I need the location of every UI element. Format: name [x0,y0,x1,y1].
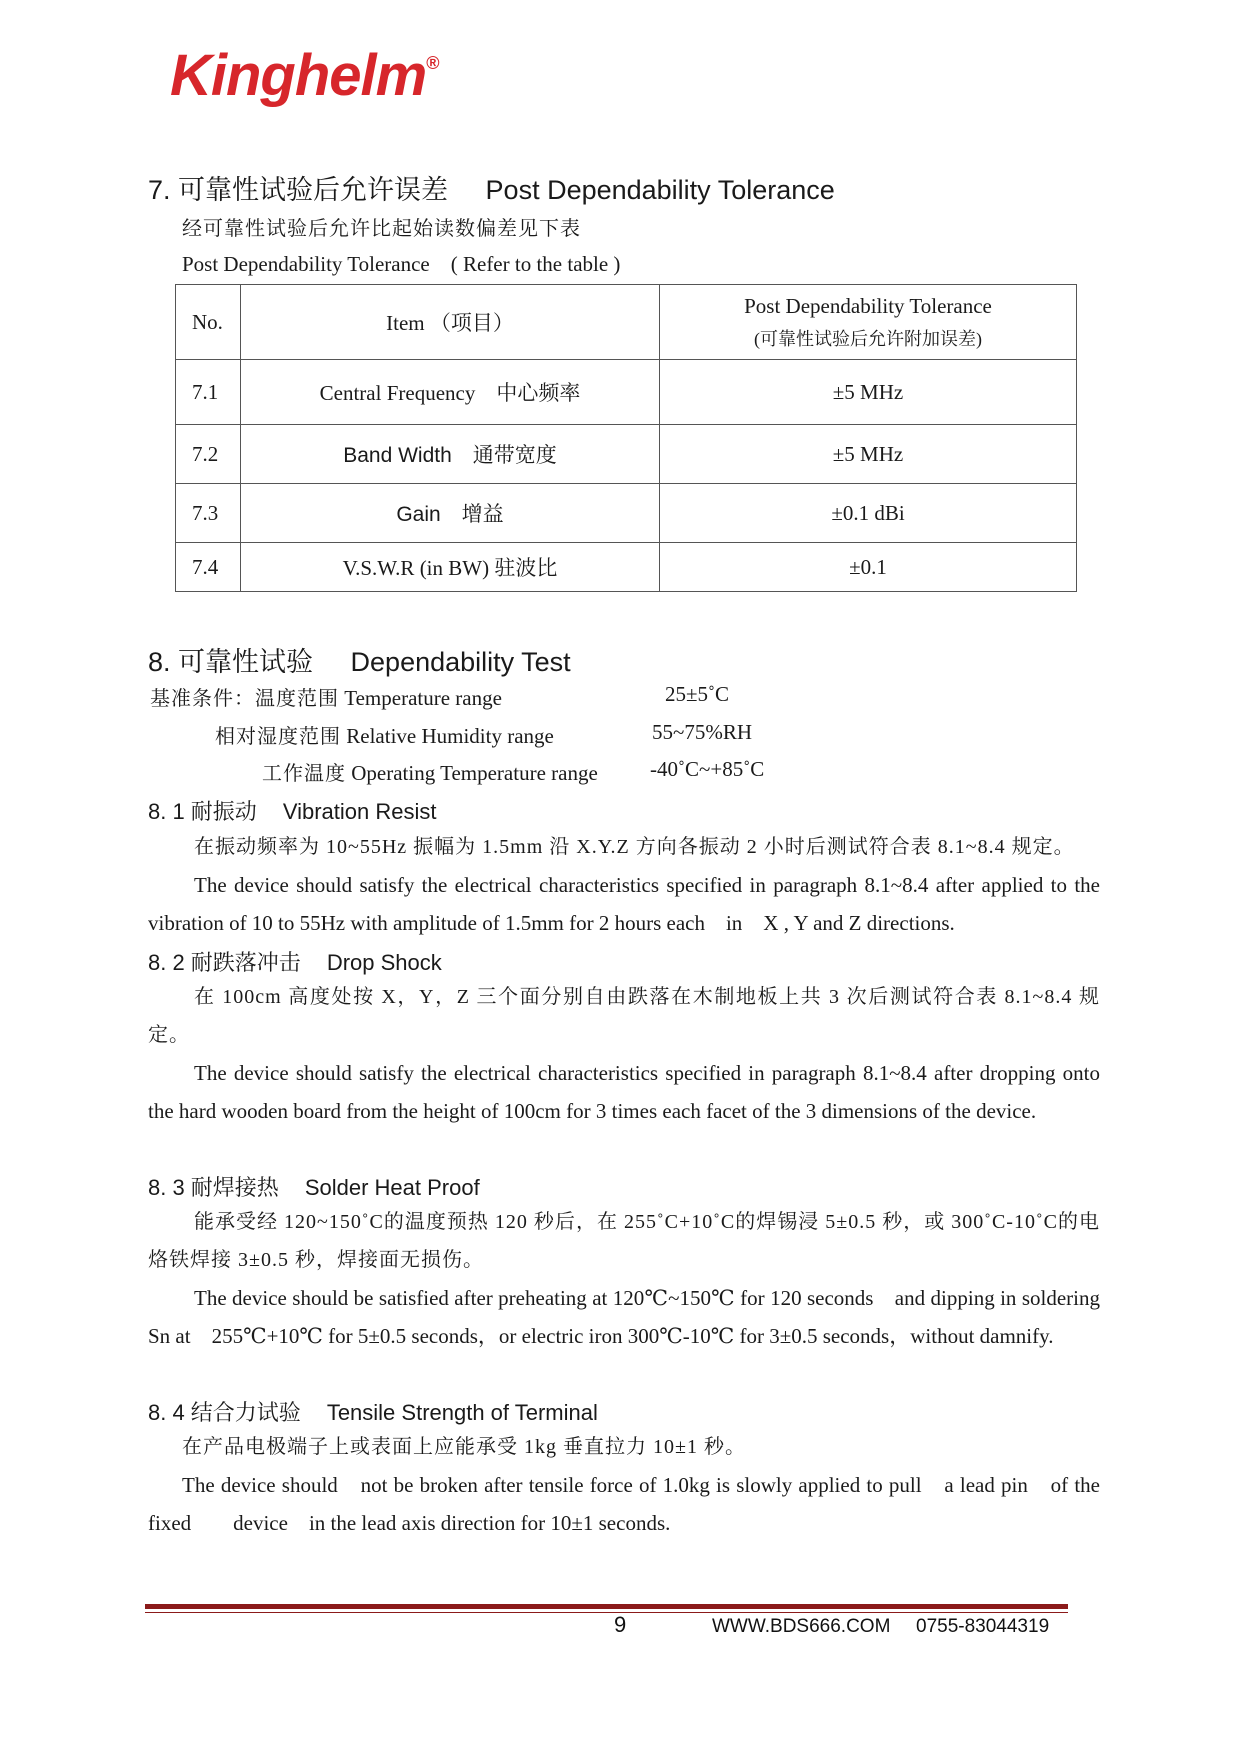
row-tolerance: ±5 MHz [660,360,1077,425]
table-header-row [176,285,1077,360]
footer-rule-thick [145,1604,1068,1609]
section-8-2-title: 8. 2 耐跌落冲击 Drop Shock [148,950,442,975]
row-tolerance: ±0.1 [660,543,1077,592]
section-8-2-body [148,978,1100,1130]
row-no: 7.2 [176,425,241,484]
registered-mark: ® [426,52,439,73]
condition-humidity: 相对湿度范围 Relative Humidity range [215,724,554,748]
section-8-3-body [148,1203,1100,1355]
section-8-2-zh: 在 100cm 高度处按 X，Y，Z 三个面分别自由跌落在木制地板上共 3 次后测试符合表 8.1~8.4 规定。 [148,986,1100,1046]
header-item: Item （项目） [241,285,660,360]
section-7-intro-zh: 经可靠性试验后允许比起始读数偏差见下表 [182,218,581,240]
section-8-1-body [148,828,1100,942]
section-8-4-title: 8. 4 结合力试验 Tensile Strength of Terminal [148,1400,598,1425]
header-no: No. [176,285,241,360]
section-7-title-en: Post Dependability Tolerance [485,175,835,205]
row-no: 7.3 [176,484,241,543]
section-8-1-en: The device should satisfy the electrical characteristics specified in paragraph 8.1~8.4 after applied to the vibration of 10 to 55Hz with amplitude of 1.5mm for 2 hours each in X , Y and Z directions. [148,873,1100,935]
section-8-3-title: 8. 3 耐焊接热 Solder Heat Proof [148,1175,480,1200]
section-8-4-body [148,1428,1100,1542]
tolerance-table [175,284,1077,592]
section-7-title [148,168,835,207]
condition-temperature-value: 25±5˚C [665,682,730,706]
section-8-3-zh: 能承受经 120~150˚C的温度预热 120 秒后，在 255˚C+10˚C的焊锡浸 5±0.5 秒，或 300˚C-10˚C的电烙铁焊接 3±0.5 秒，焊接面无损伤。 [148,1211,1100,1271]
section-8-3-en: The device should be satisfied after preheating at 120℃~150℃ for 120 seconds and dipping in soldering Sn at 255℃+10℃ for 5±0.5 seconds，or electric iron 300℃-10℃ for 3±0.5 seconds，without damnify. [148,1286,1100,1348]
header-tolerance [660,285,1077,360]
row-tolerance: ±0.1 dBi [660,484,1077,543]
table-row [176,484,1077,543]
footer-website: WWW.BDS666.COM [712,1616,891,1637]
section-8-1-title: 8. 1 耐振动 Vibration Resist [148,799,437,824]
condition-operating-temp-value: -40˚C~+85˚C [650,757,765,781]
row-item: V.S.W.R (in BW) 驻波比 [241,543,660,592]
section-8-2-en: The device should satisfy the electrical characteristics specified in paragraph 8.1~8.4 after dropping onto the hard wooden board from the height of 100cm for 3 times each facet of the 3 dimensions of the device. [148,1061,1100,1123]
condition-temperature: 基准条件：温度范围 Temperature range [150,686,502,710]
section-8-4-zh: 在产品电极端子上或表面上应能承受 1kg 垂直拉力 10±1 秒。 [182,1436,746,1458]
table-row [176,425,1077,484]
condition-humidity-value: 55~75%RH [652,720,753,744]
section-8-1-zh: 在振动频率为 10~55Hz 振幅为 1.5mm 沿 X.Y.Z 方向各振动 2 小时后测试符合表 8.1~8.4 规定。 [194,836,1075,858]
condition-operating-temp: 工作温度 Operating Temperature range [262,761,598,785]
row-no: 7.1 [176,360,241,425]
section-8-title [148,640,571,679]
section-8-4-en: The device should not be broken after tensile force of 1.0kg is slowly applied to pull a lead pin of the fixed device in the lead axis direction for 10±1 seconds. [148,1473,1100,1535]
row-item: Gain 增益 [241,484,660,543]
page-number: 9 [614,1612,627,1637]
row-item: Band Width 通带宽度 [241,425,660,484]
table-row [176,360,1077,425]
table-row [176,543,1077,592]
row-item: Central Frequency 中心频率 [241,360,660,425]
section-8-title-en: Dependability Test [350,647,571,677]
footer-rule-thin [145,1612,1068,1613]
header-tolerance-sub: (可靠性试验后允许附加误差) [754,328,982,349]
footer-phone: 0755-83044319 [916,1616,1050,1637]
row-no: 7.4 [176,543,241,592]
kinghelm-logo: Kinghelm® [170,43,439,108]
section-8-title-zh: 8. 可靠性试验 [148,647,314,677]
row-tolerance: ±5 MHz [660,425,1077,484]
section-7-intro-en: Post Dependability Tolerance ( Refer to the table ) [182,252,621,276]
section-7-title-zh: 7. 可靠性试验后允许误差 [148,175,449,205]
header-tolerance-label: Post Dependability Tolerance [744,293,992,318]
